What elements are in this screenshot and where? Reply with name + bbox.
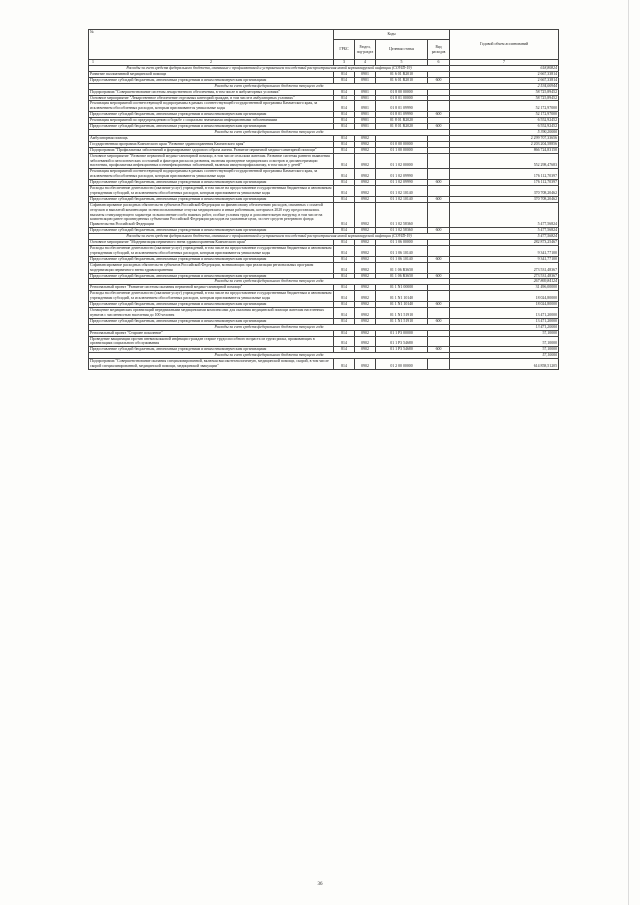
row-grbs: 814 bbox=[334, 153, 355, 169]
row-name: Реализация мероприятий по предупреждению и борьбе с социально значимыми инфекционными заболеваниями bbox=[89, 118, 334, 124]
row-section: 0901 bbox=[355, 112, 376, 118]
row-amount: 18 024,80000 bbox=[450, 302, 559, 308]
row-section: 0901 bbox=[355, 118, 376, 124]
row-section: 0901 bbox=[355, 124, 376, 130]
funding-note-amount: 5 390,20000 bbox=[450, 129, 559, 135]
row-target-article: 01 1 P3 54680 bbox=[376, 347, 428, 353]
funding-note-amount: 13 471,20000 bbox=[450, 324, 559, 330]
column-number: 5 bbox=[376, 60, 428, 66]
row-name: Расходы на обеспечение деятельности (оказание услуг) учреждений, в том числе на предоставление государственным бюджетным и автономным учреждениям субсидий, за исключением обособленных расходов, которым присваиваются уникальные коды bbox=[89, 291, 334, 302]
row-section: 0902 bbox=[355, 307, 376, 318]
row-grbs: 814 bbox=[334, 196, 355, 202]
row-expense-type: 600 bbox=[428, 124, 450, 130]
funding-note-text: Расходы за счет средств федерального бюджета текущего года bbox=[89, 279, 450, 285]
row-section: 0902 bbox=[355, 318, 376, 324]
row-amount: 13 471,20000 bbox=[450, 318, 559, 324]
row-target-article: 01 1 06 10140 bbox=[376, 246, 428, 257]
row-expense-type: 600 bbox=[428, 318, 450, 324]
funding-note-amount: 57,10000 bbox=[450, 353, 559, 359]
row-section: 0902 bbox=[355, 228, 376, 234]
row-target-article: 01 1 02 09990 bbox=[376, 180, 428, 186]
table-row bbox=[89, 101, 559, 112]
row-target-article: 01 8 01 R2020 bbox=[376, 124, 428, 130]
row-section: 0902 bbox=[355, 153, 376, 169]
row-amount: 282 873,25467 bbox=[450, 240, 559, 246]
row-section: 0902 bbox=[355, 196, 376, 202]
funding-note-text: Расходы за счет средств федерального бюджета текущего года bbox=[89, 353, 450, 359]
budget-table bbox=[88, 29, 559, 370]
row-target-article: 01 8 01 09990 bbox=[376, 112, 428, 118]
row-grbs: 814 bbox=[334, 273, 355, 279]
row-name: Предоставление субсидий бюджетным, автономным учреждениям и иным некоммерческим организациям bbox=[89, 196, 334, 202]
table-header bbox=[89, 30, 559, 60]
row-expense-type bbox=[428, 169, 450, 180]
funding-note-text: Расходы за счет средств федерального бюджета текущего года bbox=[89, 324, 450, 330]
row-section: 0902 bbox=[355, 169, 376, 180]
header-name-column bbox=[89, 30, 334, 60]
table-row bbox=[89, 336, 559, 347]
row-grbs: 814 bbox=[334, 202, 355, 228]
row-grbs: 814 bbox=[334, 141, 355, 147]
row-grbs: 814 bbox=[334, 262, 355, 273]
table-row bbox=[89, 246, 559, 257]
row-grbs: 814 bbox=[334, 180, 355, 186]
row-name: Предоставление субсидий бюджетным, автономным учреждениям и иным некоммерческим организациям bbox=[89, 347, 334, 353]
row-name: Региональный проект "Развитие системы оказания первичной медико-санитарной помощи" bbox=[89, 285, 334, 291]
row-target-article: 01 1 02 10140 bbox=[376, 196, 428, 202]
row-amount: 13 471,20000 bbox=[450, 307, 559, 318]
row-section: 0902 bbox=[355, 262, 376, 273]
row-name: Предоставление субсидий бюджетным, автономным учреждениям и иным некоммерческим организациям bbox=[89, 180, 334, 186]
row-target-article: 01 1 P3 00000 bbox=[376, 330, 428, 336]
row-grbs: 814 bbox=[334, 95, 355, 101]
row-name: Подпрограмма "Профилактика заболеваний и формирование здорового образа жизни. Развитие первичной медико-санитарной помощи" bbox=[89, 147, 334, 153]
row-name: Основное мероприятие "Модернизация первичного звена здравоохранения Камчатского края" bbox=[89, 240, 334, 246]
row-target-article: 01 1 06 R3650 bbox=[376, 262, 428, 273]
row-grbs: 814 bbox=[334, 112, 355, 118]
funding-note-amount: 267 869,84124 bbox=[450, 279, 559, 285]
row-amount: 52 172,97000 bbox=[450, 101, 559, 112]
row-expense-type: 600 bbox=[428, 196, 450, 202]
header-vr: Вид расходов bbox=[428, 40, 450, 60]
row-expense-type bbox=[428, 359, 450, 370]
row-section: 0902 bbox=[355, 302, 376, 308]
row-target-article: 01 1 02 58360 bbox=[376, 228, 428, 234]
row-amount: 58 725,89452 bbox=[450, 95, 559, 101]
table-row bbox=[89, 291, 559, 302]
row-grbs: 814 bbox=[334, 118, 355, 124]
row-expense-type bbox=[428, 186, 450, 197]
row-name: Предоставление субсидий бюджетным, автономным учреждениям и иным некоммерческим организациям bbox=[89, 112, 334, 118]
row-target-article: 01 1 N1 51910 bbox=[376, 307, 428, 318]
row-name: Предоставление субсидий бюджетным, автономным учреждениям и иным некоммерческим организациям bbox=[89, 77, 334, 83]
row-target-article: 01 8 01 00000 bbox=[376, 95, 428, 101]
row-target-article: 01 1 02 00000 bbox=[376, 153, 428, 169]
row-grbs: 814 bbox=[334, 307, 355, 318]
row-name: Основное мероприятие "Лекарственное обеспечение отдельных категорий граждан, в том числе в амбулаторных условиях" bbox=[89, 95, 334, 101]
header-amount: Годовой объем ассигнований bbox=[450, 30, 559, 60]
row-target-article: 01 1 N1 10140 bbox=[376, 302, 428, 308]
row-grbs: 814 bbox=[334, 169, 355, 180]
row-target-article: 01 1 N1 51910 bbox=[376, 318, 428, 324]
row-expense-type: 600 bbox=[428, 347, 450, 353]
row-grbs: 814 bbox=[334, 285, 355, 291]
row-amount: 6 552,92452 bbox=[450, 124, 559, 130]
row-amount: 6 552,92452 bbox=[450, 118, 559, 124]
row-section: 0902 bbox=[355, 141, 376, 147]
row-expense-type: 600 bbox=[428, 77, 450, 83]
row-name: Расходы на обеспечение деятельности (оказание услуг) учреждений, в том числе на предоставление государственным бюджетным и автономным учреждениям субсидий, за исключением обособленных расходов, которым присваиваются уникальные коды bbox=[89, 186, 334, 197]
header-grbs: ГРБС bbox=[334, 40, 355, 60]
table-row bbox=[89, 186, 559, 197]
row-target-article: 01 6 01 R2010 bbox=[376, 77, 428, 83]
row-amount: 2 667,33814 bbox=[450, 71, 559, 77]
row-name: Подпрограмма "Совершенствование оказания специализированной, включая высокотехнологичную, медицинской помощи, скорой, в том числе скорой специализированной, медицинской помощи, медицинской эвакуации" bbox=[89, 359, 334, 370]
row-expense-type: 600 bbox=[428, 228, 450, 234]
column-number: 1 bbox=[92, 60, 94, 65]
table-row bbox=[89, 359, 559, 370]
funding-note-text: Расходы за счет средств федерального бюджета, связанные с профилактикой и устранением последствий распространения новой коронавирусной инфекции (COVID-19) bbox=[89, 234, 450, 240]
row-grbs: 814 bbox=[334, 291, 355, 302]
table-row bbox=[89, 307, 559, 318]
row-amount: 57,10000 bbox=[450, 336, 559, 347]
row-amount: 57,10000 bbox=[450, 330, 559, 336]
column-number: 4 bbox=[355, 60, 376, 66]
row-target-article: 01 6 01 R2010 bbox=[376, 71, 428, 77]
funding-note-amount: 2 534,00944 bbox=[450, 83, 559, 89]
row-section: 0902 bbox=[355, 359, 376, 370]
row-name: Проведение вакцинации против пневмококковой инфекции граждан старше трудоспособного возраста из групп риска, проживающих в организациях социального обслуживания bbox=[89, 336, 334, 347]
row-amount: 5 477,56824 bbox=[450, 202, 559, 228]
row-amount: 2 667,33814 bbox=[450, 77, 559, 83]
row-section: 0902 bbox=[355, 256, 376, 262]
funding-note-text: Расходы за счет средств федерального бюджета, связанные с профилактикой и устранением последствий распространения новой коронавирусной инфекции (COVID-19) bbox=[89, 66, 450, 72]
row-amount: 5 477,56824 bbox=[450, 228, 559, 234]
row-amount: 273 531,48367 bbox=[450, 273, 559, 279]
funding-note-amount: 5 477,56824 bbox=[450, 234, 559, 240]
row-section: 0902 bbox=[355, 186, 376, 197]
table-body bbox=[89, 60, 559, 370]
row-section: 0902 bbox=[355, 285, 376, 291]
row-amount: 57,10000 bbox=[450, 347, 559, 353]
header-codes: Коды bbox=[334, 30, 450, 40]
row-section: 0902 bbox=[355, 202, 376, 228]
row-name: Реализация мероприятий соответствующей подпрограммы в рамках соответствующей государственной программы Камчатского края, за исключением обособленных расходов, которым присваиваются уникальные коды bbox=[89, 169, 334, 180]
header-rz: Раздел, под-раздел bbox=[355, 40, 376, 60]
row-name: Предоставление субсидий бюджетным, автономным учреждениям и иным некоммерческим организациям bbox=[89, 273, 334, 279]
row-target-article: 01 1 02 10140 bbox=[376, 186, 428, 197]
column-number: 3 bbox=[334, 60, 355, 66]
row-amount: 2 203 204,58856 bbox=[450, 141, 559, 147]
row-grbs: 814 bbox=[334, 246, 355, 257]
row-expense-type bbox=[428, 101, 450, 112]
row-name: Амбулаторная помощь bbox=[89, 135, 334, 141]
row-target-article: 01 1 06 R3650 bbox=[376, 273, 428, 279]
row-grbs: 814 bbox=[334, 302, 355, 308]
row-expense-type: 600 bbox=[428, 273, 450, 279]
row-target-article: 01 1 N1 00000 bbox=[376, 285, 428, 291]
row-amount: 176 112,70397 bbox=[450, 169, 559, 180]
row-section: 0902 bbox=[355, 246, 376, 257]
row-amount: 31 496,00000 bbox=[450, 285, 559, 291]
column-number: 2 bbox=[210, 60, 212, 65]
row-name: Реализация мероприятий соответствующей подпрограммы в рамках соответствующей государственной программы Камчатского края, за исключением обособленных расходов, которым присваиваются уникальные коды bbox=[89, 101, 334, 112]
row-target-article: 01 8 00 00000 bbox=[376, 89, 428, 95]
row-amount: 552 298,47683 bbox=[450, 153, 559, 169]
row-amount: 176 112,70397 bbox=[450, 180, 559, 186]
page-number: 36 bbox=[317, 882, 323, 887]
row-name: Развитие паллиативной медицинской помощи bbox=[89, 71, 334, 77]
header-no-label: № bbox=[90, 30, 94, 34]
row-target-article: 01 1 06 00000 bbox=[376, 240, 428, 246]
column-number: 6 bbox=[428, 60, 450, 66]
row-amount: 370 708,20462 bbox=[450, 196, 559, 202]
row-section: 0902 bbox=[355, 273, 376, 279]
row-section: 0901 bbox=[355, 71, 376, 77]
row-grbs: 814 bbox=[334, 359, 355, 370]
row-grbs: 814 bbox=[334, 256, 355, 262]
row-name: Оснащение медицинских организаций передвижными медицинскими комплексами для оказания медицинской помощи жителям населенных пунктов с численностью населения до 100 человек bbox=[89, 307, 334, 318]
row-name: Предоставление субсидий бюджетным, автономным учреждениям и иным некоммерческим организациям bbox=[89, 256, 334, 262]
row-amount: 58 725,89452 bbox=[450, 89, 559, 95]
row-name: Государственная программа Камчатского края "Развитие здравоохранения Камчатского края" bbox=[89, 141, 334, 147]
row-expense-type bbox=[428, 202, 450, 228]
row-expense-type bbox=[428, 291, 450, 302]
row-target-article: 01 2 00 00000 bbox=[376, 359, 428, 370]
table-row bbox=[89, 202, 559, 228]
row-expense-type: 600 bbox=[428, 112, 450, 118]
row-section: 0902 bbox=[355, 135, 376, 141]
row-grbs: 814 bbox=[334, 336, 355, 347]
row-amount: 18 024,80000 bbox=[450, 291, 559, 302]
row-grbs: 814 bbox=[334, 77, 355, 83]
row-target-article: 01 1 00 00000 bbox=[376, 147, 428, 153]
row-name: Предоставление субсидий бюджетным, автономным учреждениям и иным некоммерческим организациям bbox=[89, 318, 334, 324]
row-amount: 370 708,20462 bbox=[450, 186, 559, 197]
row-expense-type: 600 bbox=[428, 256, 450, 262]
row-target-article: 01 1 06 10140 bbox=[376, 256, 428, 262]
row-grbs: 814 bbox=[334, 135, 355, 141]
row-section: 0902 bbox=[355, 347, 376, 353]
row-name: Предоставление субсидий бюджетным, автономным учреждениям и иным некоммерческим организациям bbox=[89, 302, 334, 308]
header-cs: Целевая статья bbox=[376, 40, 428, 60]
row-section: 0902 bbox=[355, 336, 376, 347]
row-grbs: 814 bbox=[334, 147, 355, 153]
row-name: Подпрограмма "Совершенствование системы лекарственного обеспечения, в том числе в амбулаторных условиях" bbox=[89, 89, 334, 95]
row-section: 0901 bbox=[355, 89, 376, 95]
row-expense-type bbox=[428, 262, 450, 273]
row-section: 0902 bbox=[355, 291, 376, 302]
row-amount: 614 858,51205 bbox=[450, 359, 559, 370]
row-target-article: 01 1 N1 10140 bbox=[376, 291, 428, 302]
row-section: 0902 bbox=[355, 330, 376, 336]
row-grbs: 814 bbox=[334, 330, 355, 336]
row-name: Софинансирование расходных обязательств субъектов Российской Федерации по финансовому обеспечению расходов, связанных с оплатой отпусков и выплатой компенсации за неиспользованные отпуска медицинским и иным работникам, которым в 2020 году предоставлялись выплаты стимулирующего характера за выполнение особо важных работ, особые условия труда и дополнительную нагрузку, в том числе на компенсацию ранее произведенных субъектами Российской Федерации расходов на указанные цели, за счет средств резервного фонда Правительства Российской Федерации bbox=[89, 202, 334, 228]
column-number: 7 bbox=[450, 60, 559, 66]
row-name: Основное мероприятие "Развитие первичной медико-санитарной помощи, в том числе сельским жителям. Развитие системы раннего выявления заболеваний и патологических состояний и факторов риска их развития, включая проведение медицинских осмотров и диспансеризации населения, профилактика инфекционных и неинфекционных заболеваний, включая иммунопрофилактику, в том числе у детей" bbox=[89, 153, 334, 169]
row-expense-type bbox=[428, 246, 450, 257]
row-name: Расходы на обеспечение деятельности (оказание услуг) учреждений, в том числе на предоставление государственным бюджетным и автономным учреждениям субсидий, за исключением обособленных расходов, которым присваиваются уникальные коды bbox=[89, 246, 334, 257]
row-expense-type bbox=[428, 307, 450, 318]
row-section: 0902 bbox=[355, 240, 376, 246]
scan-edge-line bbox=[628, 0, 629, 905]
row-grbs: 814 bbox=[334, 89, 355, 95]
row-grbs: 814 bbox=[334, 347, 355, 353]
row-section: 0901 bbox=[355, 95, 376, 101]
row-grbs: 814 bbox=[334, 318, 355, 324]
table-row bbox=[89, 262, 559, 273]
row-target-article: 01 1 P3 54680 bbox=[376, 336, 428, 347]
row-target-article: 01 1 02 09990 bbox=[376, 169, 428, 180]
row-grbs: 814 bbox=[334, 228, 355, 234]
row-section: 0901 bbox=[355, 77, 376, 83]
row-target-article: 01 8 01 09990 bbox=[376, 101, 428, 112]
row-section: 0902 bbox=[355, 147, 376, 153]
row-grbs: 814 bbox=[334, 101, 355, 112]
row-amount: 52 172,97000 bbox=[450, 112, 559, 118]
row-expense-type bbox=[428, 153, 450, 169]
funding-note-text: Расходы за счет средств федерального бюджета текущего года bbox=[89, 83, 450, 89]
column-number-cell bbox=[89, 60, 334, 66]
table-row bbox=[89, 153, 559, 169]
row-target-article: 01 8 01 R2020 bbox=[376, 118, 428, 124]
row-name: Предоставление субсидий бюджетным, автономным учреждениям и иным некоммерческим организациям bbox=[89, 124, 334, 130]
row-expense-type bbox=[428, 336, 450, 347]
row-section: 0901 bbox=[355, 101, 376, 112]
row-expense-type: 600 bbox=[428, 180, 450, 186]
row-grbs: 814 bbox=[334, 71, 355, 77]
row-name: Предоставление субсидий бюджетным, автономным учреждениям и иным некоммерческим организациям bbox=[89, 228, 334, 234]
row-grbs: 814 bbox=[334, 186, 355, 197]
row-name: Софинансирование расходных обязательств субъектов Российской Федерации, возникающих при реализации региональных программ модернизации первичного звена здравоохранения bbox=[89, 262, 334, 273]
row-amount: 2 299 707,33656 bbox=[450, 135, 559, 141]
table-row bbox=[89, 169, 559, 180]
row-amount: 273 531,48367 bbox=[450, 262, 559, 273]
row-target-article: 01 1 02 58360 bbox=[376, 202, 428, 228]
row-section: 0902 bbox=[355, 180, 376, 186]
funding-note-amount: 618,80824 bbox=[450, 66, 559, 72]
row-grbs: 814 bbox=[334, 124, 355, 130]
row-grbs: 814 bbox=[334, 240, 355, 246]
row-amount: 9 341,77100 bbox=[450, 246, 559, 257]
row-amount: 866 724,83150 bbox=[450, 147, 559, 153]
row-amount: 9 341,77100 bbox=[450, 256, 559, 262]
funding-note-text: Расходы за счет средств федерального бюджета текущего года bbox=[89, 129, 450, 135]
row-expense-type: 600 bbox=[428, 302, 450, 308]
row-target-article: 01 0 00 00000 bbox=[376, 141, 428, 147]
row-name: Региональный проект "Старшее поколение" bbox=[89, 330, 334, 336]
